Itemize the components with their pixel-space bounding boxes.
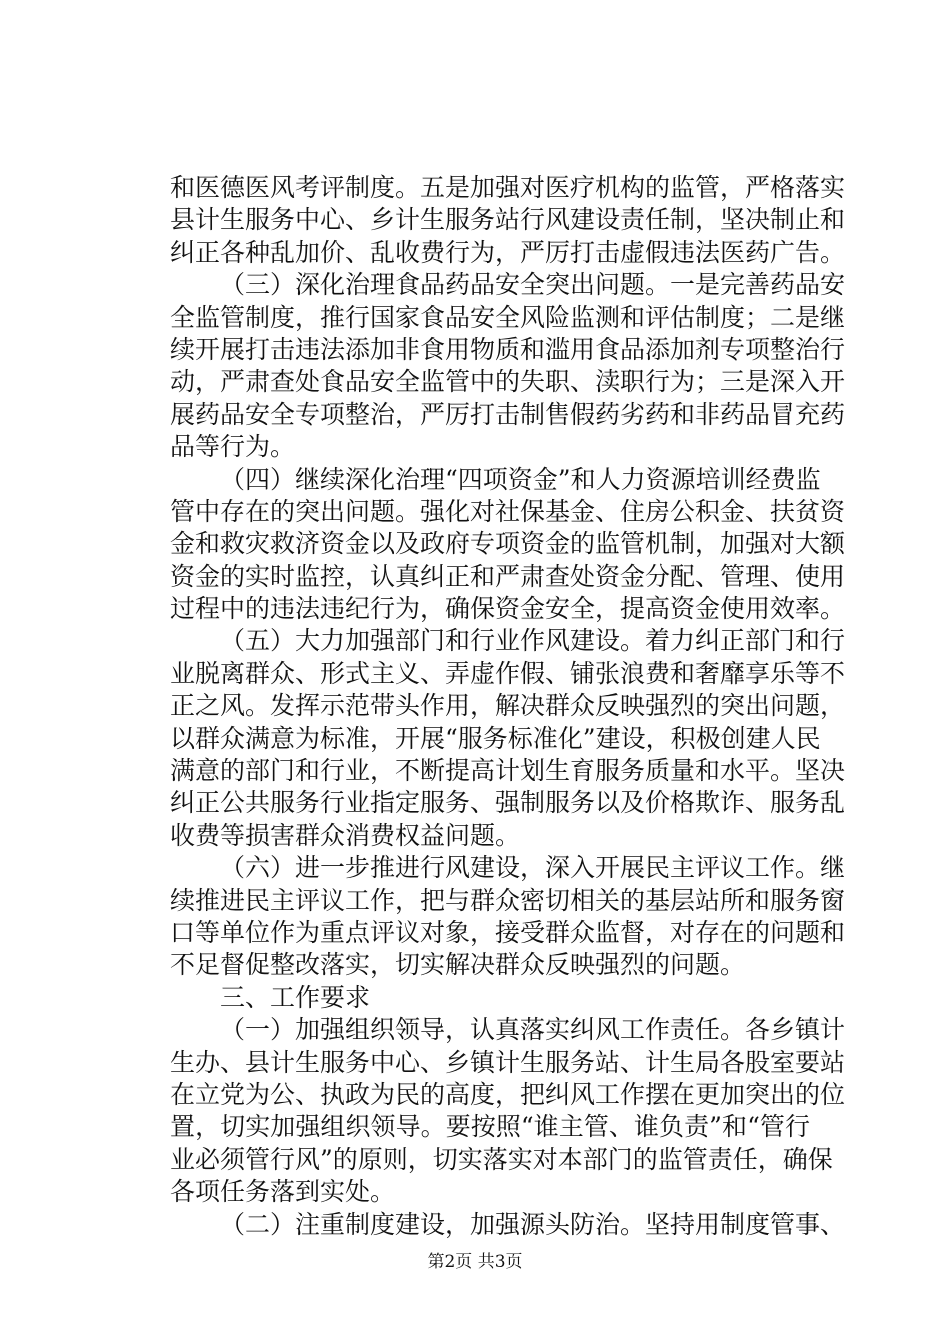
section-heading: 三、工作要求 [220, 982, 371, 1012]
text-line: 业脱离群众、形式主义、弄虚作假、铺张浪费和奢靡享乐等不 [170, 658, 846, 688]
text-line: 各项任务落到实处。 [170, 1177, 396, 1207]
text-line: （三）深化治理食品药品安全突出问题。一是完善药品安 [220, 270, 846, 300]
text-line: 满意的部门和行业，不断提高计划生育服务质量和水平。坚决 [170, 756, 846, 786]
text-line: （四）继续深化治理“四项资金”和人力资源培训经费监 [220, 464, 821, 494]
text-line: 品等行为。 [170, 432, 296, 462]
text-line: 口等单位作为重点评议对象，接受群众监督，对存在的问题和 [170, 917, 846, 947]
text-line: 展药品安全专项整治，严厉打击制售假药劣药和非药品冒充药 [170, 399, 846, 429]
text-line: 管中存在的突出问题。强化对社保基金、住房公积金、扶贫资 [170, 496, 846, 526]
text-line: 不足督促整改落实，切实解决群众反映强烈的问题。 [170, 950, 746, 980]
text-line: 在立党为公、执政为民的高度，把纠风工作摆在更加突出的位 [170, 1079, 846, 1109]
text-line: 以群众满意为标准，开展“服务标准化”建设，积极创建人民 [170, 723, 821, 753]
text-line: 全监管制度，推行国家食品安全风险监测和评估制度；二是继 [170, 302, 846, 332]
text-line: 纠正公共服务行业指定服务、强制服务以及价格欺诈、服务乱 [170, 788, 846, 818]
body-text [170, 172, 846, 1241]
text-line: 续开展打击违法添加非食用物质和滥用食品添加剂专项整治行 [170, 334, 846, 364]
page-number-footer: 第2页 共3页 [427, 1252, 523, 1272]
text-line: 业必须管行风”的原则，切实落实对本部门的监管责任，确保 [170, 1144, 833, 1174]
text-line: （一）加强组织领导，认真落实纠风工作责任。各乡镇计 [220, 1015, 846, 1045]
text-line: 资金的实时监控，认真纠正和严肃查处资金分配、管理、使用 [170, 561, 846, 591]
text-line: 正之风。发挥示范带头作用，解决群众反映强烈的突出问题， [170, 691, 846, 721]
text-line: 续推进民主评议工作，把与群众密切相关的基层站所和服务窗 [170, 885, 846, 915]
text-line: （五）大力加强部门和行业作风建设。着力纠正部门和行 [220, 626, 846, 656]
text-line: 县计生服务中心、乡计生服务站行风建设责任制，坚决制止和 [170, 205, 846, 235]
text-line: （六）进一步推进行风建设，深入开展民主评议工作。继 [220, 853, 846, 883]
text-line: （二）注重制度建设，加强源头防治。坚持用制度管事、 [220, 1209, 846, 1239]
text-line: 动，严肃查处食品安全监管中的失职、渎职行为；三是深入开 [170, 367, 846, 397]
text-line: 和医德医风考评制度。五是加强对医疗机构的监管，严格落实 [170, 173, 846, 202]
text-line: 金和救灾救济资金以及政府专项资金的监管机制，加强对大额 [170, 529, 846, 559]
text-line: 纠正各种乱加价、乱收费行为，严厉打击虚假违法医药广告。 [170, 237, 846, 267]
text-line: 生办、县计生服务中心、乡镇计生服务站、计生局各股室要站 [170, 1047, 846, 1077]
text-line: 过程中的违法违纪行为，确保资金安全，提高资金使用效率。 [170, 594, 846, 624]
text-line: 置，切实加强组织领导。要按照“谁主管、谁负责”和“管行 [170, 1112, 810, 1142]
text-line: 收费等损害群众消费权益问题。 [170, 820, 521, 850]
